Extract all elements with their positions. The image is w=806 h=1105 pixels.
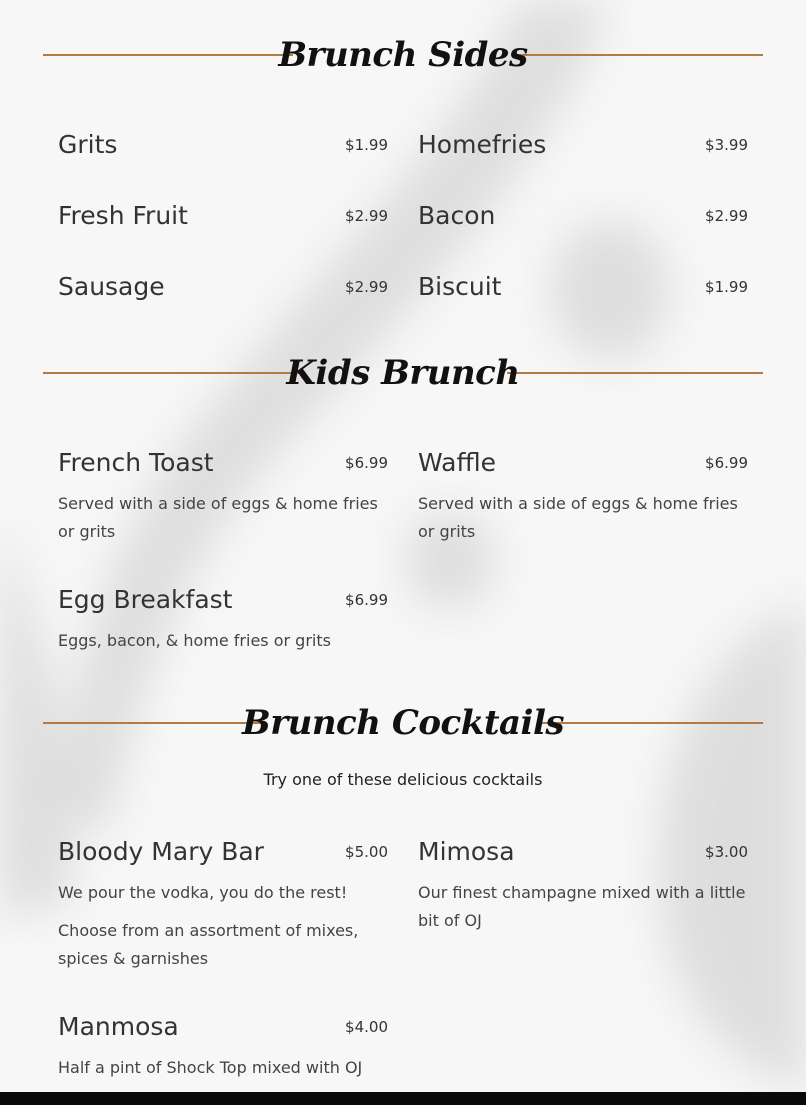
- item-description: Served with a side of eggs & home fries or grits: [58, 494, 378, 541]
- section-title: Brunch Sides: [278, 35, 528, 75]
- item-price: $1.99: [345, 136, 388, 154]
- section-subtitle: Try one of these delicious cocktails: [263, 770, 543, 789]
- item-price: $5.00: [345, 843, 388, 861]
- item-name: French Toast: [58, 448, 214, 477]
- item-price: $6.99: [345, 454, 388, 472]
- menu-item: [418, 448, 748, 548]
- section-header-brunch-sides: [43, 35, 763, 75]
- section-header-brunch-cocktails: [43, 703, 763, 743]
- item-name: Fresh Fruit: [58, 201, 188, 230]
- item-description: Served with a side of eggs & home fries or grits: [418, 494, 738, 541]
- item-name: Biscuit: [418, 272, 502, 301]
- item-name: Bacon: [418, 201, 496, 230]
- menu-item: [58, 585, 388, 665]
- item-name: Homefries: [418, 130, 547, 159]
- item-description: We pour the vodka, you do the rest!: [58, 883, 348, 902]
- item-description-extra: Choose from an assortment of mixes, spices & garnishes: [58, 921, 359, 968]
- menu-item: [58, 448, 388, 548]
- section-header-kids-brunch: [43, 353, 763, 393]
- item-price: $3.00: [705, 843, 748, 861]
- item-name: Bloody Mary Bar: [58, 837, 264, 866]
- item-price: $6.99: [705, 454, 748, 472]
- item-name: Mimosa: [418, 837, 515, 866]
- menu-item: [418, 837, 748, 937]
- item-name: Manmosa: [58, 1012, 179, 1041]
- menu-item: [58, 837, 388, 977]
- item-price: $2.99: [705, 207, 748, 225]
- item-price: $1.99: [705, 278, 748, 296]
- item-description: Half a pint of Shock Top mixed with OJ: [58, 1058, 363, 1077]
- item-price: $2.99: [345, 207, 388, 225]
- item-name: Egg Breakfast: [58, 585, 233, 614]
- item-name: Sausage: [58, 272, 165, 301]
- menu-item: [58, 1012, 388, 1087]
- item-description: Eggs, bacon, & home fries or grits: [58, 631, 331, 650]
- item-price: $6.99: [345, 591, 388, 609]
- item-price: $2.99: [345, 278, 388, 296]
- item-name: Grits: [58, 130, 118, 159]
- bottom-bar: [0, 1092, 806, 1105]
- section-title: Brunch Cocktails: [241, 703, 565, 743]
- item-description: Our finest champagne mixed with a little bit of OJ: [418, 883, 746, 930]
- item-price: $3.99: [705, 136, 748, 154]
- item-price: $4.00: [345, 1018, 388, 1036]
- item-name: Waffle: [418, 448, 496, 477]
- section-title: Kids Brunch: [286, 353, 520, 393]
